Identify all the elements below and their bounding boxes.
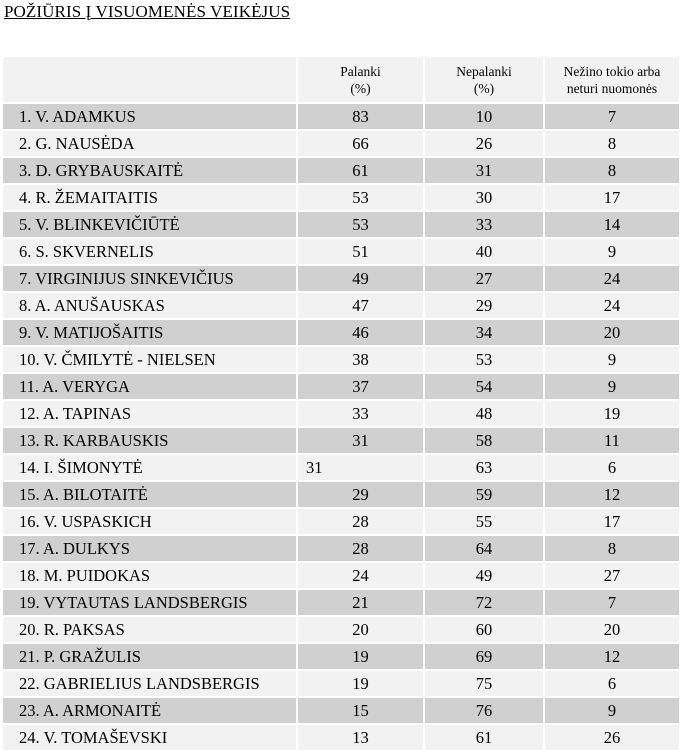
palanki-value: 29 [298,482,423,507]
nezino-value: 9 [545,239,679,264]
nepalanki-value: 69 [425,644,543,669]
nezino-value: 12 [545,482,679,507]
nepalanki-value: 59 [425,482,543,507]
person-name: 2. G. NAUSĖDA [3,131,296,156]
person-name: 9. V. MATIJOŠAITIS [3,320,296,345]
header-nezino-line1: Nežino tokio arba [563,63,661,79]
palanki-value: 13 [298,725,423,750]
person-name: 21. P. GRAŽULIS [3,644,296,669]
table-body [3,104,679,750]
table-row [3,725,679,750]
table-row [3,590,679,615]
person-name: 10. V. ČMILYTĖ - NIELSEN [3,347,296,372]
table-row [3,617,679,642]
palanki-value: 33 [298,401,423,426]
nezino-value: 12 [545,644,679,669]
person-name: 18. M. PUIDOKAS [3,563,296,588]
palanki-value: 19 [298,671,423,696]
palanki-value: 20 [298,617,423,642]
table-row [3,212,679,237]
nezino-value: 14 [545,212,679,237]
nepalanki-value: 53 [425,347,543,372]
nepalanki-value: 27 [425,266,543,291]
nezino-value: 7 [545,590,679,615]
nepalanki-value: 63 [425,455,543,480]
nezino-value: 19 [545,401,679,426]
table-row [3,401,679,426]
nezino-value: 9 [545,374,679,399]
nepalanki-value: 34 [425,320,543,345]
nezino-value: 24 [545,293,679,318]
person-name: 23. A. ARMONAITĖ [3,698,296,723]
palanki-value: 38 [298,347,423,372]
nezino-value: 20 [545,320,679,345]
person-name: 8. A. ANUŠAUSKAS [3,293,296,318]
nepalanki-value: 72 [425,590,543,615]
table-row [3,347,679,372]
person-name: 3. D. GRYBAUSKAITĖ [3,158,296,183]
nezino-value: 20 [545,617,679,642]
table-row [3,671,679,696]
nezino-value: 8 [545,536,679,561]
table-row [3,185,679,210]
person-name: 4. R. ŽEMAITAITIS [3,185,296,210]
header-palanki-unit: (%) [350,80,371,96]
person-name: 1. V. ADAMKUS [3,104,296,129]
nezino-value: 17 [545,185,679,210]
palanki-value: 83 [298,104,423,129]
header-nepalanki-label: Nepalanki [456,63,512,79]
nezino-value: 26 [545,725,679,750]
palanki-value: 31 [298,428,423,453]
person-name: 16. V. USPASKICH [3,509,296,534]
page-title: POŽIŪRIS Į VISUOMENĖS VEIKĖJUS [4,2,291,21]
person-name: 11. A. VERYGA [3,374,296,399]
palanki-value: 61 [298,158,423,183]
header-palanki-label: Palanki [340,63,381,79]
table-row [3,482,679,507]
nepalanki-value: 61 [425,725,543,750]
table-row [3,158,679,183]
person-name: 12. A. TAPINAS [3,401,296,426]
nepalanki-value: 31 [425,158,543,183]
person-name: 24. V. TOMAŠEVSKI [3,725,296,750]
attitude-table [1,55,681,752]
table-row [3,293,679,318]
person-name: 19. VYTAUTAS LANDSBERGIS [3,590,296,615]
person-name: 6. S. SKVERNELIS [3,239,296,264]
header-nezino [545,57,679,102]
nepalanki-value: 55 [425,509,543,534]
nepalanki-value: 58 [425,428,543,453]
table-row [3,266,679,291]
palanki-value: 37 [298,374,423,399]
table-row [3,698,679,723]
palanki-value: 28 [298,536,423,561]
nezino-value: 6 [545,671,679,696]
nepalanki-value: 26 [425,131,543,156]
nezino-value: 11 [545,428,679,453]
palanki-value: 51 [298,239,423,264]
table-row [3,509,679,534]
person-name: 13. R. KARBAUSKIS [3,428,296,453]
nepalanki-value: 60 [425,617,543,642]
nepalanki-value: 40 [425,239,543,264]
nepalanki-value: 75 [425,671,543,696]
palanki-value: 53 [298,212,423,237]
palanki-value: 46 [298,320,423,345]
nezino-value: 7 [545,104,679,129]
nepalanki-value: 30 [425,185,543,210]
table-row [3,536,679,561]
palanki-value: 15 [298,698,423,723]
table-header-row [3,57,679,102]
nezino-value: 9 [545,698,679,723]
nezino-value: 17 [545,509,679,534]
person-name: 22. GABRIELIUS LANDSBERGIS [3,671,296,696]
header-corner [3,57,296,102]
nepalanki-value: 29 [425,293,543,318]
table-row [3,374,679,399]
palanki-value: 66 [298,131,423,156]
nepalanki-value: 54 [425,374,543,399]
header-nepalanki [425,57,543,102]
table-row [3,131,679,156]
table-row [3,239,679,264]
palanki-value: 53 [298,185,423,210]
table-row [3,455,679,480]
person-name: 17. A. DULKYS [3,536,296,561]
nepalanki-value: 33 [425,212,543,237]
person-name: 7. VIRGINIJUS SINKEVIČIUS [3,266,296,291]
palanki-value: 47 [298,293,423,318]
palanki-value: 49 [298,266,423,291]
header-palanki [298,57,423,102]
table-row [3,320,679,345]
palanki-value: 21 [298,590,423,615]
nepalanki-value: 10 [425,104,543,129]
header-nezino-line2: neturi nuomonės [566,80,658,96]
table-row [3,104,679,129]
palanki-value: 24 [298,563,423,588]
person-name: 5. V. BLINKEVIČIŪTĖ [3,212,296,237]
nezino-value: 6 [545,455,679,480]
palanki-value: 28 [298,509,423,534]
nezino-value: 9 [545,347,679,372]
table-row [3,563,679,588]
palanki-value: 19 [298,644,423,669]
person-name: 20. R. PAKSAS [3,617,296,642]
person-name: 15. A. BILOTAITĖ [3,482,296,507]
table-row [3,644,679,669]
nezino-value: 27 [545,563,679,588]
nezino-value: 8 [545,158,679,183]
nezino-value: 8 [545,131,679,156]
person-name: 14. I. ŠIMONYTĖ [3,455,296,480]
nepalanki-value: 76 [425,698,543,723]
nepalanki-value: 48 [425,401,543,426]
nezino-value: 24 [545,266,679,291]
nepalanki-value: 64 [425,536,543,561]
header-nepalanki-unit: (%) [473,80,495,96]
palanki-value: 31 [298,455,423,480]
table-row [3,428,679,453]
nepalanki-value: 49 [425,563,543,588]
